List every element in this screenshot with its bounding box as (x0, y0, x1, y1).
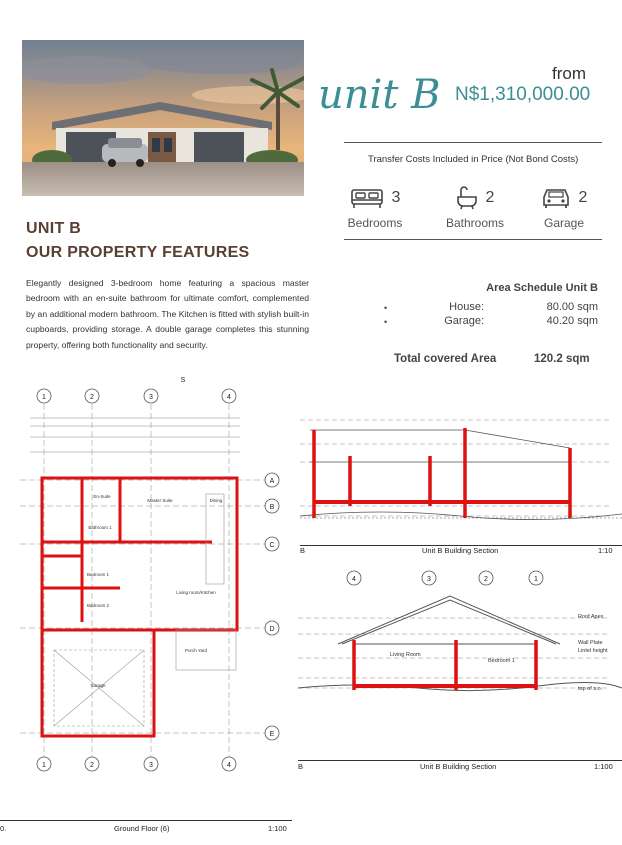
grid-number: 3 (149, 762, 153, 769)
grid-number: 2 (90, 762, 94, 769)
section-caption: Unit B Building Section (420, 762, 497, 771)
section-label: Roof Apex (578, 614, 604, 620)
room-label: Porch Yard (184, 648, 208, 653)
section-prefix: B (298, 762, 304, 771)
section-caption: Unit B Building Section (422, 546, 499, 555)
grid-number: 2 (484, 576, 488, 583)
grid-letter: A (269, 478, 275, 485)
building-section-top-drawing (300, 388, 622, 558)
section-label: Bedroom 1 (488, 658, 515, 664)
grid-number: 1 (42, 762, 46, 769)
grid-letter: B (269, 504, 275, 511)
area-name: Garage: (444, 315, 484, 327)
feature-bathrooms (435, 185, 515, 230)
feature-bedrooms (335, 185, 415, 230)
room-label: Dining (209, 498, 223, 503)
grid-letter: C (269, 542, 275, 549)
bed-icon (350, 187, 384, 209)
grid-letter: D (269, 626, 275, 633)
room-label: Garage (90, 683, 106, 688)
bedrooms-label: Bedrooms (347, 216, 403, 230)
plan-scale: 1:100 (268, 824, 287, 833)
garage-count: 2 (578, 189, 588, 206)
bullet: • (384, 317, 388, 327)
bullet: • (384, 303, 388, 313)
room-label: Living room/Kitchen (176, 590, 216, 595)
garage-label: Garage (543, 216, 585, 230)
grid-number: 1 (42, 394, 46, 401)
car-icon (541, 187, 571, 209)
bathrooms-count: 2 (485, 189, 495, 206)
plan-prefix: 0. (0, 824, 7, 833)
area-row-house (384, 301, 598, 315)
features-heading: OUR PROPERTY FEATURES (26, 244, 250, 261)
grid-number: 4 (227, 762, 231, 769)
feature-garage (524, 185, 604, 230)
divider (344, 239, 602, 240)
room-label: Bedroom 1 (86, 572, 110, 577)
room-label: Master Suite (147, 498, 173, 503)
section-scale: 1:100 (594, 762, 613, 771)
area-schedule-title: Area Schedule Unit B (486, 282, 598, 294)
caption-rule (0, 820, 292, 821)
room-label: Bathroom 1 (88, 525, 112, 530)
area-name: House: (449, 301, 484, 313)
bedrooms-count: 3 (391, 189, 401, 206)
total-area-value: 120.2 sqm (534, 353, 590, 365)
section-label: Living Room (390, 652, 421, 658)
svg-text:unit B: unit B (318, 72, 441, 116)
description: Elegantly designed 3-bedroom home featuring a spacious master bedroom with an en-suite bathroom for ultimate comfort, complemented by an additional modern bathroom. The Kitchen is fitted with stylish built-in cupboards, providing storage. A double garage completes this stunning property, offering both functionality and security. (26, 278, 309, 350)
divider (344, 142, 602, 143)
from-label: from (552, 64, 586, 83)
bathrooms-label: Bathrooms (445, 216, 505, 230)
grid-number: 4 (352, 576, 356, 583)
area-row-garage (384, 315, 598, 329)
grid-number: 2 (90, 394, 94, 401)
section-label: Wall Plate (578, 640, 603, 646)
caption-rule (298, 760, 622, 761)
section-label: Lintel height (578, 648, 608, 654)
plan-caption: Ground Floor (6) (114, 824, 170, 833)
grid-letter: E (269, 731, 275, 738)
unit-heading: UNIT B (26, 220, 82, 237)
property-photo (22, 40, 304, 196)
total-area-label: Total covered Area (394, 353, 497, 365)
section-mark: S (180, 377, 186, 384)
price: N$1,310,000.00 (455, 84, 591, 105)
section-prefix: B (300, 546, 306, 555)
section-label: top of s.o. (578, 686, 603, 692)
transfer-note: Transfer Costs Included in Price (Not Bond Costs) (368, 154, 579, 165)
grid-number: 3 (427, 576, 431, 583)
section-scale: 1:10 (598, 546, 613, 555)
grid-number: 1 (534, 576, 538, 583)
room-label: Bedroom 2 (86, 603, 110, 608)
area-value: 80.00 sqm (546, 301, 598, 313)
room-label: En-Suite (93, 494, 111, 499)
grid-number: 4 (227, 394, 231, 401)
building-section-bottom-drawing (298, 566, 622, 772)
area-value: 40.20 sqm (546, 315, 598, 327)
bathtub-icon (456, 186, 478, 210)
grid-number: 3 (149, 394, 153, 401)
script-title (318, 52, 458, 116)
floor-plan-drawing (0, 374, 292, 840)
